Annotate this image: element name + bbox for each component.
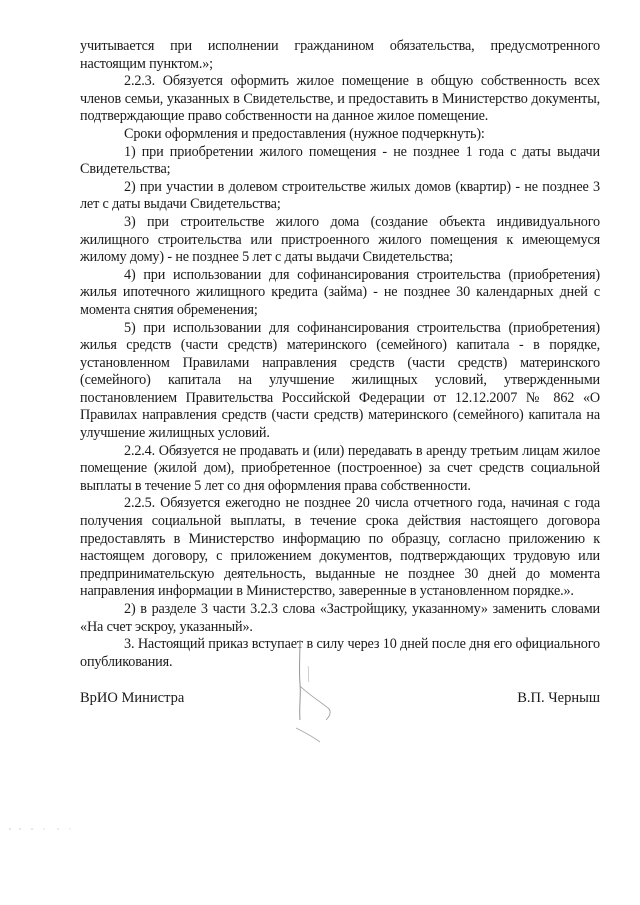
signatory-name: В.П. Черныш <box>517 690 600 706</box>
paragraph-2-2-5: 2.2.5. Обязуется ежегодно не позднее 20 числа отчетного года, начиная с года получения социальной выплаты, в течение срока действия настоящего договора предоставлять в Министерство информацию по образцу, согласно приложению к настоящем договору, с приложением документов, подтверждающих трудовую или предпринимательскую деятельность, выданные не позднее 30 дней до момента направления информации в Министерство, заверенные в установленном порядке.». <box>80 495 600 600</box>
paragraph-2-2-4: 2.2.4. Обязуется не продавать и (или) передавать в аренду третьим лицам жилое помещение (жилой дом), приобретенное (построенное) за счет средств социальной выплаты в течение 5 лет со дня оформления права собственности. <box>80 442 600 494</box>
paragraph-deadlines-heading: Сроки оформления и предоставления (нужное подчеркнуть): <box>124 125 485 142</box>
list-item-2: 2) при участии в долевом строительстве жилых домов (квартир) - не позднее 3 лет с даты выдачи Свидетельства; <box>80 178 600 213</box>
document-body <box>80 38 600 671</box>
signatory-position: ВрИО Министра <box>80 690 185 706</box>
list-item-3: 3) при строительстве жилого дома (создание объекта индивидуального жилищного строительства или пристроенного жилого помещения к имеющемуся жилому дому) - не позднее 5 лет с даты выдачи Свидетельства; <box>80 213 600 266</box>
scan-artifact <box>6 826 76 832</box>
list-item-4: 4) при использовании для софинансирования строительства (приобретения) жилья ипотечного жилищного кредита (займа) - не позднее 30 календарных дней с момента снятия обременения; <box>80 266 600 318</box>
list-item-5: 5) при использовании для софинансирования строительства (приобретения) жилья средств (части средств) материнского (семейного) капитала - в порядке, установленном Правилами направления средств (части средств) материнского (семейного) капитала на улучшение жилищных условий, утвержденными постановлением Правительства Российской Федерации от 12.12.2007 № 862 «О Правилах направления средств (части средств) материнского (семейного) капитала на улучшение жилищных условий. <box>80 319 600 442</box>
order-item-3: 3. Настоящий приказ вступает в силу через 10 дней после дня его официального опубликования. <box>80 636 600 670</box>
signature-block <box>80 690 600 710</box>
amendment-item-2: 2) в разделе 3 части 3.2.3 слова «Застройщику, указанному» заменить словами «На счет эскроу, указанный». <box>80 601 600 635</box>
paragraph-2-2-3: 2.2.3. Обязуется оформить жилое помещение в общую собственность всех членов семьи, указанных в Свидетельстве, и предоставить в Министерство документы, подтверждающие право собственности на данное жилое помещение. <box>80 73 600 125</box>
paragraph-continuation: учитывается при исполнении гражданином обязательства, предусмотренного настоящим пунктом.»; <box>80 38 600 72</box>
list-item-1: 1) при приобретении жилого помещения - не позднее 1 года с даты выдачи Свидетельства; <box>80 143 600 178</box>
